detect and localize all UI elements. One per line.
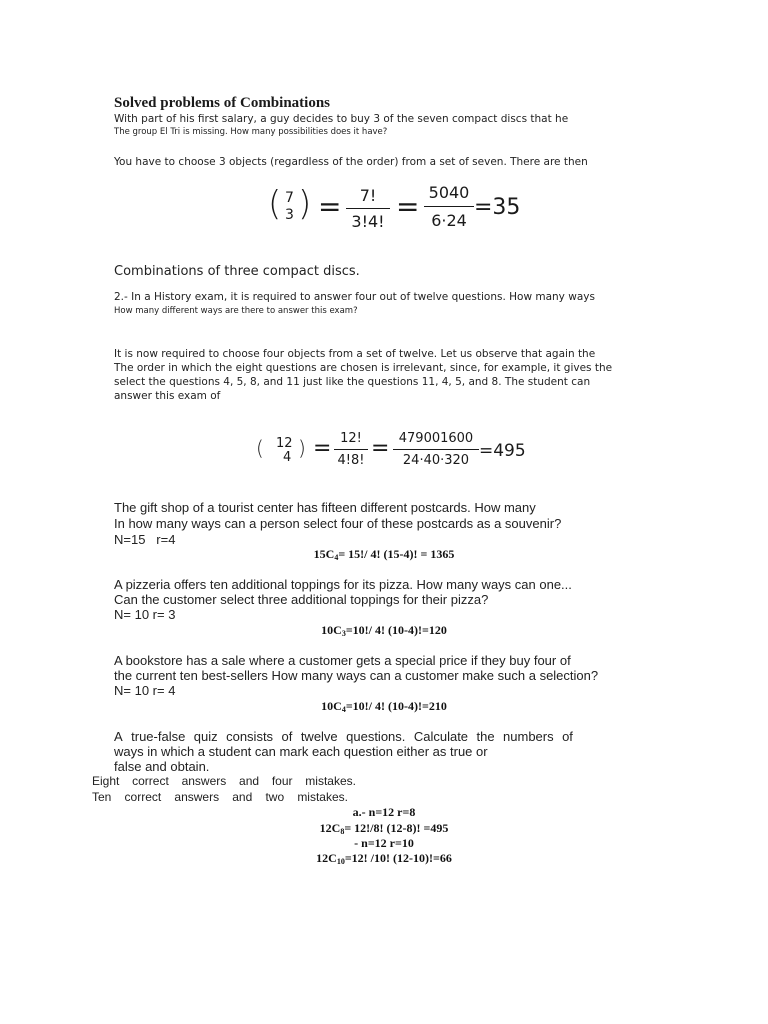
paren-open: ( xyxy=(268,184,282,224)
binom-n: 7 xyxy=(285,190,294,206)
problem3-params: N=15 r=4 xyxy=(114,532,176,547)
problem5-line1: A bookstore has a sale where a customer gets a special price if they buy four of xyxy=(114,653,571,668)
paren-close: ) xyxy=(298,436,306,460)
fraction-denominator: 6·24 xyxy=(431,211,467,230)
problem3-line1: The gift shop of a tourist center has fifteen different postcards. How many xyxy=(114,500,536,515)
binom-k: 3 xyxy=(285,207,294,223)
problem2-para-line: answer this exam of xyxy=(114,390,221,402)
problem3-line2: In how many ways can a person select four of these postcards as a souvenir? xyxy=(114,516,562,531)
binom-k: 4 xyxy=(283,450,292,465)
problem4-line1: A pizzeria offers ten additional toppings for its pizza. How many ways can one... xyxy=(114,577,572,592)
paren-close: ) xyxy=(298,184,312,224)
fraction-bar xyxy=(346,208,390,209)
equals-sign: = xyxy=(318,190,342,223)
fraction-denominator: 24·40·320 xyxy=(402,453,470,468)
problem3-solution: $15C_4= 15!/$ 4! (15-4)! = 1365 xyxy=(313,547,455,562)
fraction-denominator: 3!4! xyxy=(351,212,385,231)
fraction-bar xyxy=(424,206,474,207)
problem1-line1: With part of his first salary, a guy decides to buy 3 of the seven compact discs that he xyxy=(114,113,569,125)
problem6-case-b: Ten correct answers and two mistakes. xyxy=(92,790,348,804)
problem5-solution: $10C_4=10!/$ 4! (10-4)!=210 xyxy=(321,699,447,714)
problem6-line1: A true-false quiz consists of twelve questions. Calculate the numbers of xyxy=(114,729,573,744)
fraction-2 xyxy=(424,183,474,230)
formula-result: =35 xyxy=(474,195,521,220)
problem2-line2: How many different ways are there to answer this exam? xyxy=(114,306,358,316)
fraction-denominator: 4!8! xyxy=(337,453,365,468)
fraction-numerator: 5040 xyxy=(428,183,470,202)
fraction-bar xyxy=(334,449,368,450)
fraction-bar xyxy=(393,449,479,450)
binom-n: 12 xyxy=(276,436,293,451)
problem5-line2: the current ten best-sellers How many ways can a customer make such a selection? xyxy=(114,668,599,683)
problem6-line3: false and obtain. xyxy=(114,759,210,774)
formula-result: =495 xyxy=(479,441,526,461)
problem6-line2: ways in which a student can mark each question either as true or xyxy=(114,744,488,759)
fraction-numerator: 12! xyxy=(340,431,362,446)
equals-sign: = xyxy=(396,190,420,223)
problem2-para-line: It is now required to choose four objects from a set of twelve. Let us observe that again the xyxy=(114,348,596,360)
problem1-caption: Combinations of three compact discs. xyxy=(114,264,360,279)
equals-sign: = xyxy=(313,436,332,461)
problem1-line2: The group El Tri is missing. How many possibilities does it have? xyxy=(114,127,388,137)
problem6-solution-a: $12C_8= 12!/8$! (12-8)! =495 xyxy=(319,821,449,836)
problem6-solution-a-params: a.- n=12 r=8 xyxy=(352,805,416,819)
problem6-case-a: Eight correct answers and four mistakes. xyxy=(92,774,356,788)
problem4-params: N= 10 r= 3 xyxy=(114,607,176,622)
problem4-solution: $10C_3=10!/$ 4! (10-4)!=120 xyxy=(321,623,447,638)
problem2-line1: 2.- In a History exam, it is required to answer four out of twelve questions. How many ways xyxy=(114,291,595,303)
page-title: Solved problems of Combinations xyxy=(114,95,331,111)
fraction-numerator: 7! xyxy=(359,186,377,205)
problem2-para-line: select the questions 4, 5, 8, and 11 just like the questions 11, 4, 5, and 8. The student can xyxy=(114,376,591,388)
fraction-numerator: 479001600 xyxy=(398,431,474,446)
problem1-explanation: You have to choose 3 objects (regardless of the order) from a set of seven. There are then xyxy=(114,156,588,168)
fraction-1 xyxy=(346,186,390,231)
problem6-solution-b: $12C_{10}=12$! /10! (12-10)!=66 xyxy=(316,851,452,866)
fraction-1 xyxy=(334,431,368,468)
problem2-para-line: The order in which the eight questions are chosen is irrelevant, since, for example, it gives the xyxy=(114,362,613,374)
problem4-line2: Can the customer select three additional toppings for their pizza? xyxy=(114,592,489,607)
problem5-params: N= 10 r= 4 xyxy=(114,683,176,698)
fraction-2 xyxy=(393,431,479,468)
paren-open: ( xyxy=(256,436,264,460)
problem6-solution-b-params: - n=12 r=10 xyxy=(354,836,414,850)
equals-sign: = xyxy=(371,436,390,461)
